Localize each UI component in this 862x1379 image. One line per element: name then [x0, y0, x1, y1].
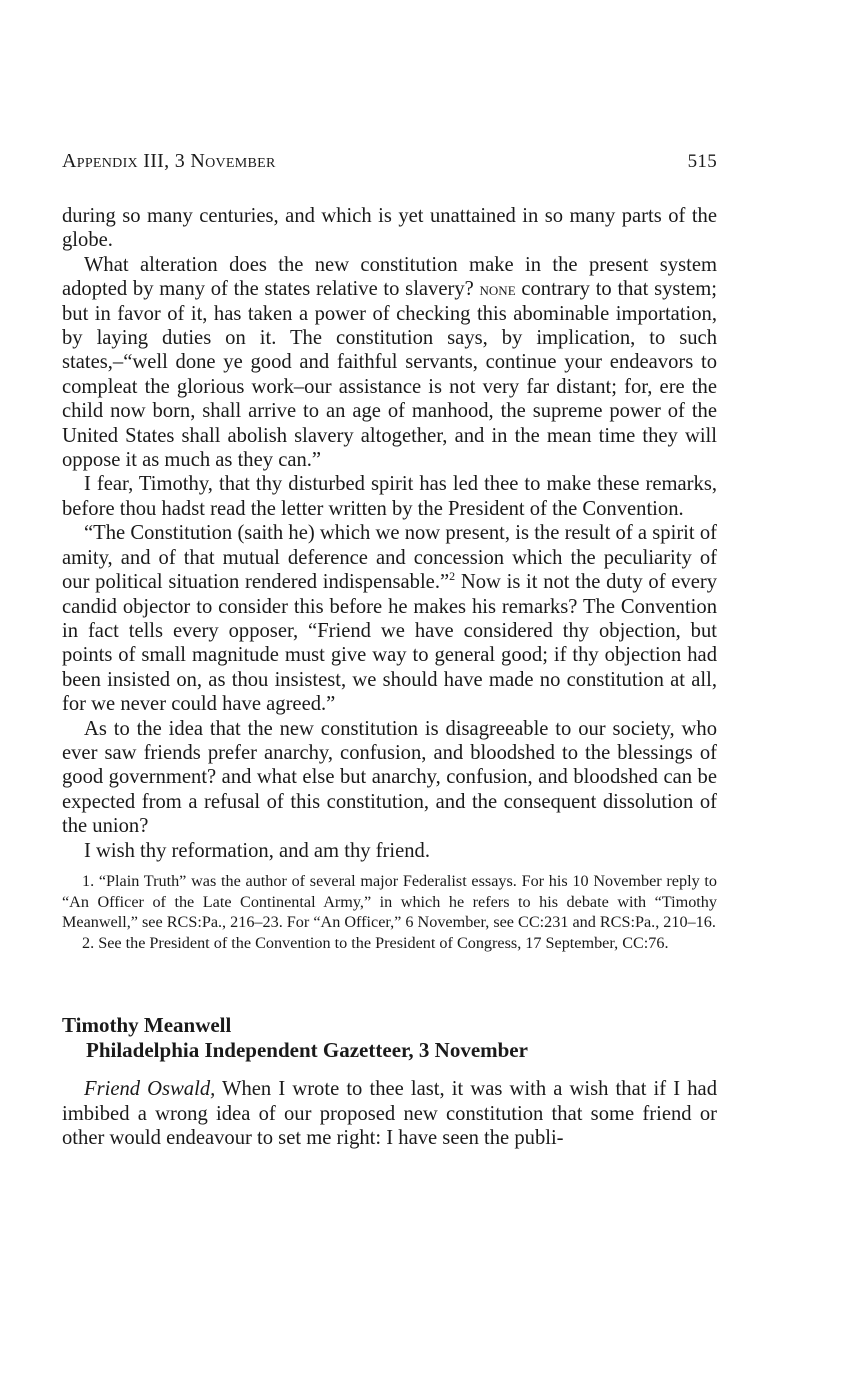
page-number: 515 — [687, 151, 717, 172]
paragraph-2-part-a: What alteration does the new constitution make in the present system adopted by many of the states relative to slavery? — [62, 253, 717, 301]
section-title: Timothy Meanwell — [62, 1013, 232, 1038]
footnote-ref-2: 2 — [449, 569, 456, 584]
paragraph-3: I fear, Timothy, that thy disturbed spirit has led thee to make these remarks, before thou hadst read the letter written by the President of the Convention. — [62, 473, 717, 520]
running-head-title: Appendix III, 3 November — [62, 150, 276, 172]
footnote-1: 1. “Plain Truth” was the author of several major Federalist essays. For his 10 November reply to “An Officer of the Late Continental Army,” in which he refers to his debate with “Timothy Meanwell,” see RCS:Pa., 216–23. For “An Officer,” 6 November, see CC:231 and RCS:Pa., 210–16. — [62, 871, 717, 932]
body-text — [62, 204, 717, 863]
salutation: Friend Oswald, — [84, 1078, 216, 1101]
section-text: When I wrote to thee last, it was with a wish that if I had imbibed a wrong idea of our proposed new constitution that some friend or other would endeavour to set me right: I have seen the publi- — [62, 1078, 717, 1150]
paragraph-1: during so many centuries, and which is yet unattained in so many parts of the globe. — [62, 205, 717, 252]
footnotes — [62, 871, 717, 953]
section-heading — [62, 1013, 717, 1063]
paragraph-2 — [62, 253, 717, 473]
running-head — [62, 150, 717, 176]
section-subtitle: Philadelphia Independent Gazetteer, 3 November — [86, 1038, 528, 1063]
paragraph-2-part-c: contrary to that system; but in favor of it, has taken a power of checking this abominable importation, by laying duties on it. The constitution says, by implication, to such states,–“well done ye good and faithful servants, continue your endeavors to compleat the glorious work–our assistance is not very far distant; for, ere the child now born, shall arrive to an age of manhood, the supreme power of the United States shall abolish slavery altogether, and in the mean time they will oppose it as much as they can.” — [62, 278, 717, 472]
paragraph-4-part-b: Now is it not the duty of every candid objector to consider this before he makes his remarks? The Convention in fact tells every opposer, “Friend we have considered thy objection, but points of small magnitude must give way to general good; if thy objection had been insisted on, as thou insistest, we should have made no constitution at all, for we never could have agreed.” — [62, 571, 717, 716]
none-smallcaps: none — [479, 279, 516, 300]
footnote-2: 2. See the President of the Convention to the President of Congress, 17 September, CC:76. — [82, 933, 669, 952]
paragraph-4 — [62, 521, 717, 716]
paragraph-5: As to the idea that the new constitution is disagreeable to our society, who ever saw friends prefer anarchy, confusion, and bloodshed to the blessings of good government? and what else but anarchy, confusion, and bloodshed can be expected from a refusal of this constitution, and the consequent dissolution of the union? — [62, 717, 717, 838]
paragraph-4-part-a: “The Constitution (saith he) which we now present, is the result of a spirit of amity, and of that mutual deference and concession which the peculiarity of our political situation rendered indispensable.” — [62, 522, 717, 594]
paragraph-6: I wish thy reformation, and am thy friend. — [84, 839, 431, 862]
document-page — [62, 150, 717, 1151]
section-paragraph — [62, 1077, 717, 1150]
section-body — [62, 1077, 717, 1150]
